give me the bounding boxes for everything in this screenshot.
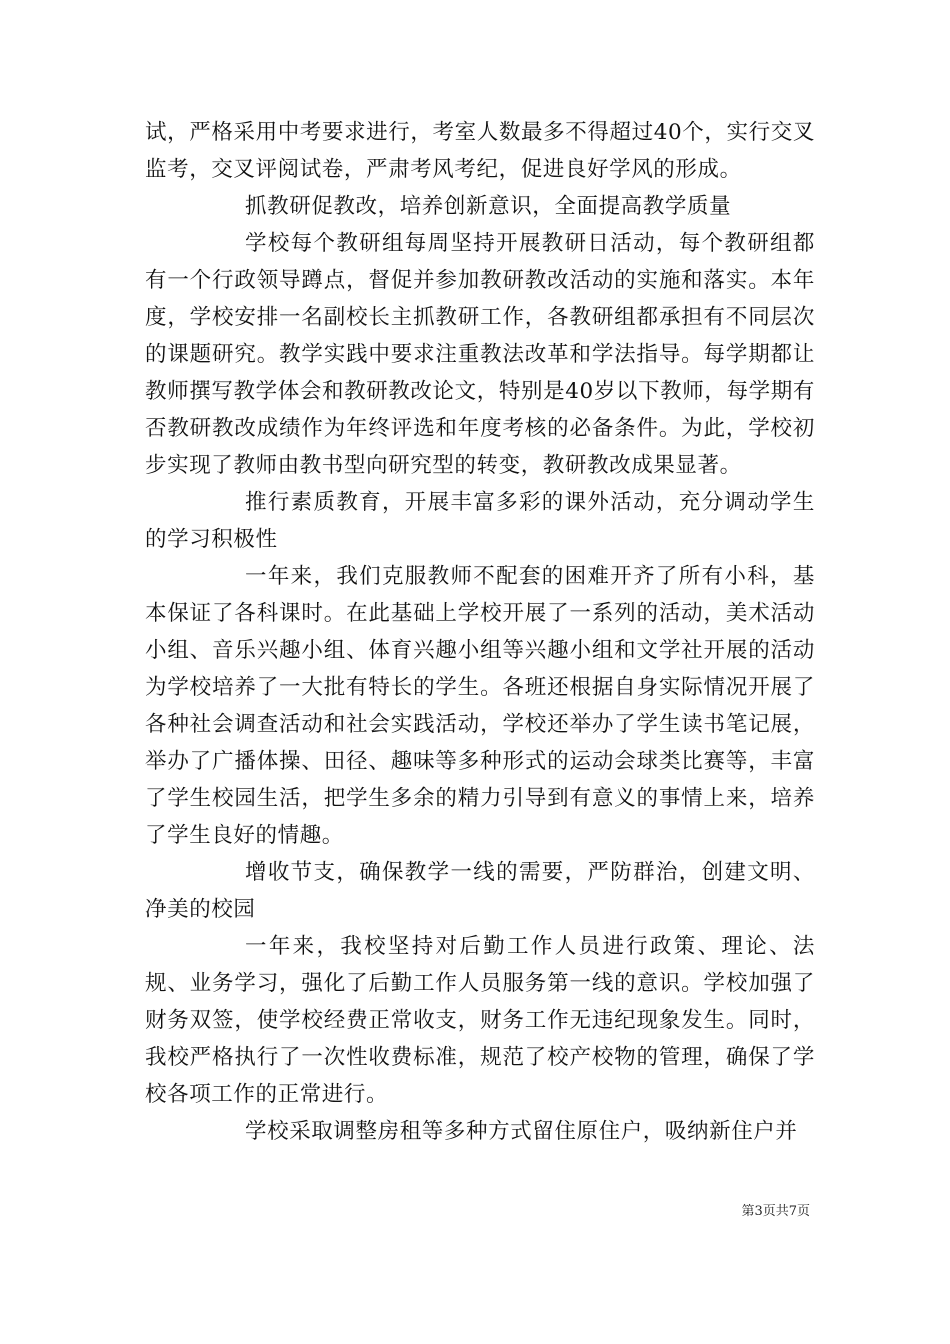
page-number: 第3页共7页 xyxy=(741,1204,810,1219)
document-body xyxy=(145,114,815,1150)
section-heading-campus-management: 增收节支，确保教学一线的需要，严防群治，创建文明、净美的校园 xyxy=(145,860,815,922)
paragraph-exam-rules: 试，严格采用中考要求进行，考室人数最多不得超过40个，实行交叉监考，交叉评阅试卷，严肃考风考纪，促进良好学风的形成。 xyxy=(145,120,815,182)
paragraph-housing: 学校采取调整房租等多种方式留住原住户，吸纳新住户并 xyxy=(245,1119,798,1144)
paragraph-logistics-finance: 一年来，我校坚持对后勤工作人员进行政策、理论、法规、业务学习，强化了后勤工作人员服务第一线的意识。学校加强了财务双签，使学校经费正常收支，财务工作无违纪现象发生。同时，我校严格执行了一次性收费标准，规范了校产校物的管理，确保了学校各项工作的正常进行。 xyxy=(145,934,815,1107)
paragraph-teaching-research: 学校每个教研组每周坚持开展教研日活动，每个教研组都有一个行政领导蹲点，督促并参加教研教改活动的实施和落实。本年度，学校安排一名副校长主抓教研工作，各教研组都承担有不同层次的课题研究。教学实践中要求注重教法改革和学法指导。每学期都让教师撰写教学体会和教研教改论文，特别是40岁以下教师，每学期有否教研教改成绩作为年终评选和年度考核的必备条件。为此，学校初步实现了教师由教书型向研究型的转变，教研教改成果显著。 xyxy=(145,231,815,478)
section-heading-teaching-research: 抓教研促教改，培养创新意识，全面提高教学质量 xyxy=(245,194,732,219)
paragraph-extracurricular-activities: 一年来，我们克服教师不配套的困难开齐了所有小科，基本保证了各科课时。在此基础上学校开展了一系列的活动，美术活动小组、音乐兴趣小组、体育兴趣小组等兴趣小组和文学社开展的活动为学校培养了一大批有特长的学生。各班还根据自身实际情况开展了各种社会调查活动和社会实践活动，学校还举办了学生读书笔记展，举办了广播体操、田径、趣味等多种形式的运动会球类比赛等，丰富了学生校园生活，把学生多余的精力引导到有意义的事情上来，培养了学生良好的情趣。 xyxy=(145,564,815,848)
section-heading-quality-education: 推行素质教育，开展丰富多彩的课外活动，充分调动学生的学习积极性 xyxy=(145,490,815,552)
